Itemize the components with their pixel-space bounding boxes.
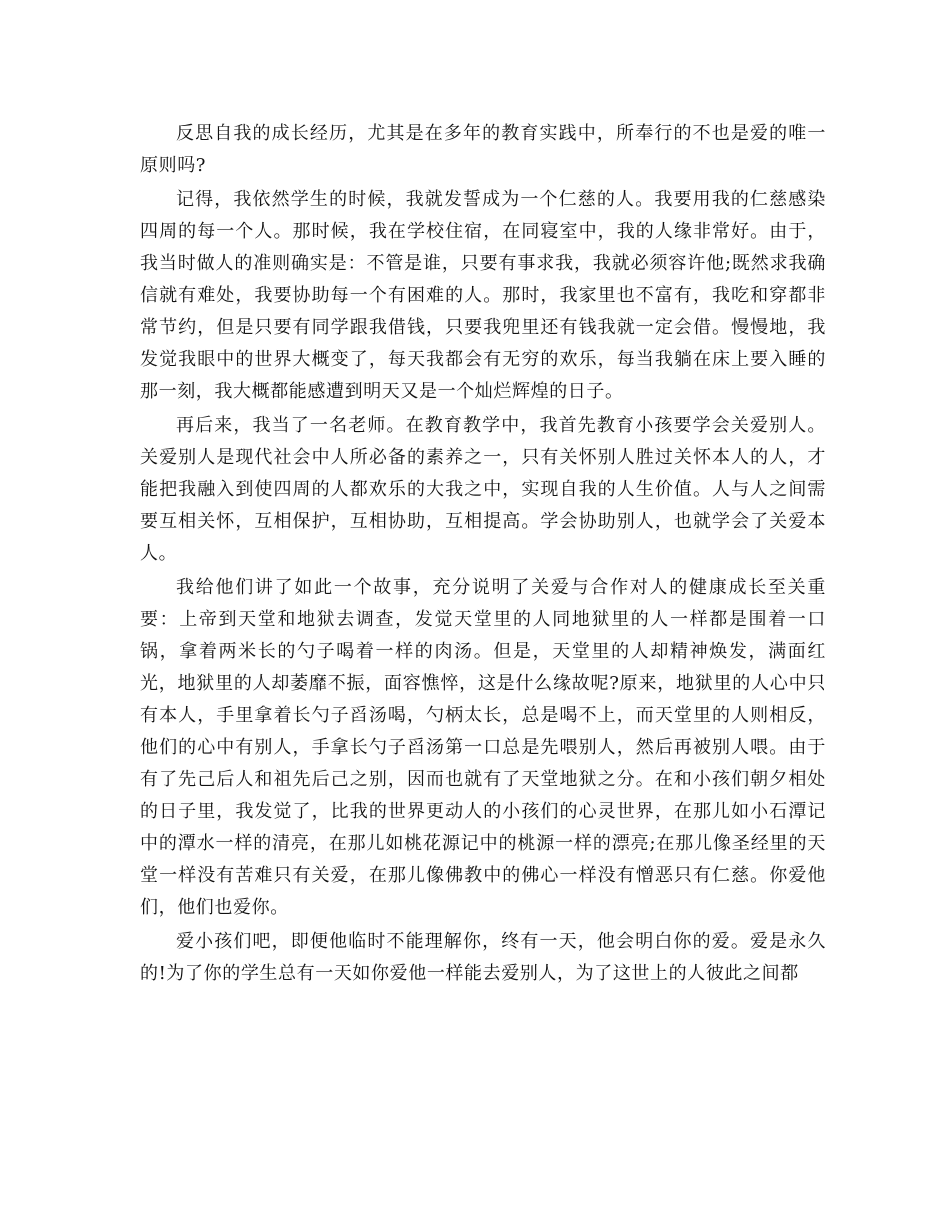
paragraph-1: 反思自我的成长经历，尤其是在多年的教育实践中，所奉行的不也是爱的唯一原则吗?: [140, 123, 826, 176]
paragraph-2: 记得，我依然学生的时候，我就发誓成为一个仁慈的人。我要用我的仁慈感染四周的每一个人。那时候，我在学校住宿，在同寝室中，我的人缘非常好。由于，我当时做人的准则确实是：不管是谁，只要有事求我，我就必须容许他;既然求我确信就有难处，我要协助每一个有困难的人。那时，我家里也不富有，我吃和穿都非常节约，但是只要有同学跟我借钱，只要我兜里还有钱我就一定会借。慢慢地，我发觉我眼中的世界大概变了，每天我都会有无穷的欢乐，每当我躺在床上要入睡的那一刻，我大概都能感遭到明天又是一个灿烂辉煌的日子。: [140, 189, 826, 402]
paragraph-4: 我给他们讲了如此一个故事，充分说明了关爱与合作对人的健康成长至关重要：上帝到天堂和地狱去调查，发觉天堂里的人同地狱里的人一样都是围着一口锅，拿着两米长的勺子喝着一样的肉汤。但是，天堂里的人却精神焕发，满面红光，地狱里的人却萎靡不振，面容憔悴，这是什么缘故呢?原来，地狱里的人心中只有本人，手里拿着长勺子舀汤喝，勺柄太长，总是喝不上，而天堂里的人则相反，他们的心中有别人，手拿长勺子舀汤第一口总是先喂别人，然后再被别人喂。由于有了先己后人和祖先后己之别，因而也就有了天堂地狱之分。在和小孩们朝夕相处的日子里，我发觉了，比我的世界更动人的小孩们的心灵世界，在那儿如小石潭记中的潭水一样的清亮，在那儿如桃花源记中的桃源一样的漂亮;在那儿像圣经里的天堂一样没有苦难只有关爱，在那儿像佛教中的佛心一样没有憎恶只有仁慈。你爱他们，他们也爱你。: [140, 577, 826, 918]
document-body: [140, 118, 826, 992]
paragraph-5: 爱小孩们吧，即便他临时不能理解你，终有一天，他会明白你的爱。爱是永久的!为了你的学生总有一天如你爱他一样能去爱别人，为了这世上的人彼此之间都: [140, 931, 826, 984]
paragraph-3: 再后来，我当了一名老师。在教育教学中，我首先教育小孩要学会关爱别人。关爱别人是现代社会中人所必备的素养之一，只有关怀别人胜过关怀本人的人，才能把我融入到使四周的人都欢乐的大我之中，实现自我的人生价值。人与人之间需要互相关怀，互相保护，互相协助，互相提高。学会协助别人，也就学会了关爱本人。: [140, 415, 826, 564]
